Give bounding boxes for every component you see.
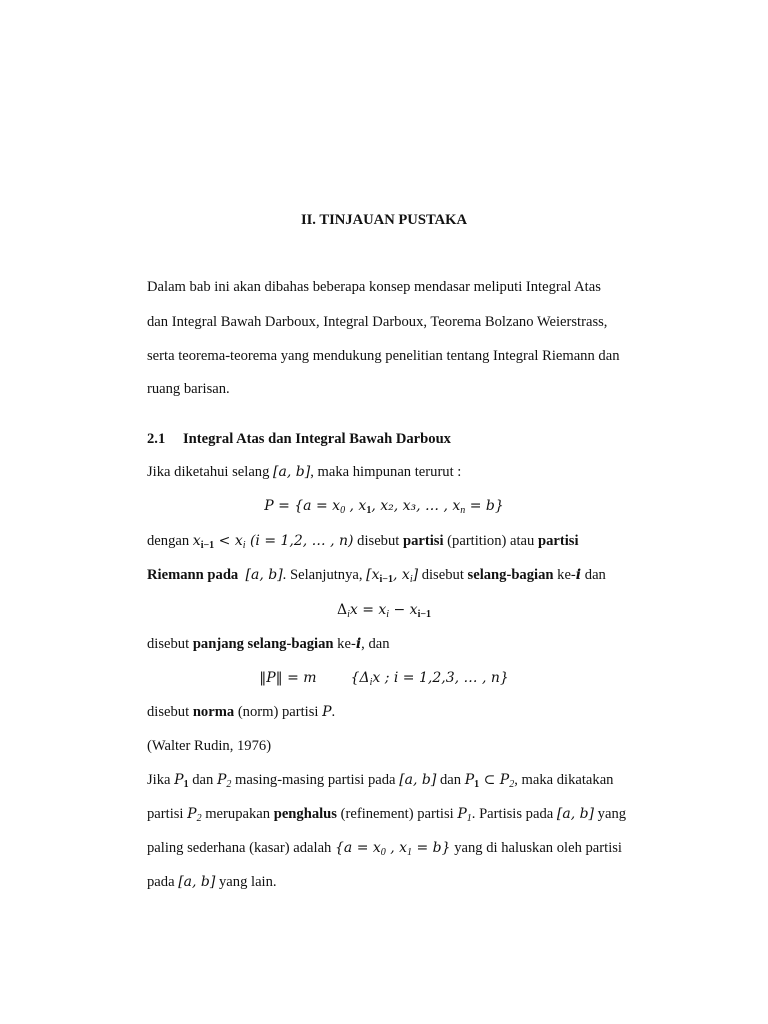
interval-ab: [a, b] [178,874,216,890]
text: . [331,704,336,720]
subscript: 2 [196,813,202,824]
subscript: i [242,540,246,551]
eq-part: < x [214,533,243,549]
text: pada [147,874,179,890]
eq-part: P = {a = x [264,498,341,514]
term-norma: norma [192,704,235,720]
subscript: 1 [466,813,472,824]
subscript: i−1 [417,609,432,620]
equation-partition [0,497,768,520]
line-panjang [147,635,390,653]
section-title: Integral Atas dan Integral Bawah Darboux [183,431,451,447]
eq-part: P [322,704,332,720]
equation-norm [0,669,768,692]
subscript: 2 [509,779,515,790]
intro-line-3: serta teorema-teorema yang mendukung penelitian tentang Integral Riemann dan [147,348,620,364]
text: . Selanjutnya, [282,567,367,583]
line-interval-intro [147,463,461,481]
interval-ab: [a, b] [556,806,595,822]
text: yang lain. [215,874,277,890]
equation-delta [0,601,768,624]
eq-part: x [192,533,201,549]
eq-part: x = x [349,602,387,618]
eq-part: , x [393,567,410,583]
line-riemann [147,566,606,589]
intro-line-4: ruang barisan. [147,381,230,397]
intro-line-1: Dalam bab ini akan dibahas beberapa konsep mendasar meliputi Integral Atas [147,279,601,295]
eq-part: [x [366,567,380,583]
chapter-heading: II. TINJAUAN PUSTAKA [300,212,468,228]
eq-part: {Δ [350,670,370,686]
text: ke- [333,636,356,652]
eq-part: , x [345,498,367,514]
text: paling sederhana (kasar) adalah [147,840,336,856]
eq-part: ] [412,567,419,583]
line-partition-def [147,532,579,555]
subscript: i−1 [200,540,215,551]
subscript: 1 [183,779,189,790]
subscript: i [386,609,390,620]
interval-ab: [a, b] [273,464,311,480]
subscript: i [347,609,350,620]
text: disebut [418,567,468,583]
term-partisi: partisi [402,533,444,549]
eq-part: Δ [336,602,348,618]
text: dengan [147,533,193,549]
text: yang di haluskan oleh partisi [450,840,622,856]
section-heading [147,430,451,448]
eq-part: , x [385,840,408,856]
eq-part: P [174,772,184,788]
eq-part: {a = x [335,840,381,856]
line-penghalus-2 [147,805,626,828]
eq-part: (i = 1,2, … , n) [245,533,354,549]
subscript: 1 [366,505,372,516]
subscript: 2 [226,779,232,790]
eq-part: P [216,772,227,788]
intro-line-2: dan Integral Bawah Darboux, Integral Darboux, Teorema Bolzano Weierstrass, [147,314,608,330]
text: , dan [361,636,390,652]
term-selang-bagian: selang-bagian [467,567,554,583]
line-lain [147,873,277,891]
subscript: n [460,505,466,516]
text: Jika [147,772,175,788]
text: disebut [353,533,403,549]
section-number: 2.1 [147,431,166,447]
line-sederhana [147,839,622,862]
line-norma [147,703,335,721]
text: merupakan [201,806,274,822]
eq-part: ⊂ P [479,772,510,788]
eq-part: i [355,636,362,652]
text: dan [188,772,217,788]
text: , maka dikatakan [514,772,614,788]
subscript: i [409,574,413,585]
citation: (Walter Rudin, 1976) [147,738,272,754]
text: disebut [147,704,193,720]
eq-part: , x₂, x₃, … , x [371,498,461,514]
interval-ab: [a, b] [399,772,437,788]
text: (norm) partisi [234,704,323,720]
subscript: 1 [474,779,480,790]
eq-part: P [457,806,467,822]
eq-part: = b} [465,498,504,514]
subscript: i [369,677,373,688]
text: yang [594,806,627,822]
interval-ab: [a, b] [245,567,283,583]
subscript: 0 [340,505,346,516]
eq-part: − x [389,602,418,618]
text: Jika diketahui selang [147,464,274,480]
text: dan [581,567,606,583]
term-riemann: Riemann pada [147,567,239,583]
eq-part: i [575,567,582,583]
text: ke- [553,567,576,583]
eq-part: P [187,806,197,822]
text: (partition) atau [443,533,538,549]
text: . Partisis pada [471,806,557,822]
text: (refinement) partisi [336,806,458,822]
eq-part: x ; i = 1,2,3, … , n} [372,670,509,686]
text: disebut [147,636,193,652]
text: dan [436,772,465,788]
eq-part: ‖P‖ = m [259,670,317,686]
text: masing-masing partisi pada [231,772,400,788]
term-panjang: panjang selang-bagian [192,636,334,652]
text: partisi [147,806,188,822]
subscript: 0 [380,847,386,858]
subscript: i−1 [379,574,394,585]
eq-part: = b} [412,840,451,856]
eq-part: P [464,772,475,788]
term-penghalus: penghalus [273,806,337,822]
line-penghalus-1 [147,771,613,794]
text: , maka himpunan terurut : [310,464,462,480]
term-partisi: partisi [537,533,579,549]
subscript: 1 [407,847,413,858]
